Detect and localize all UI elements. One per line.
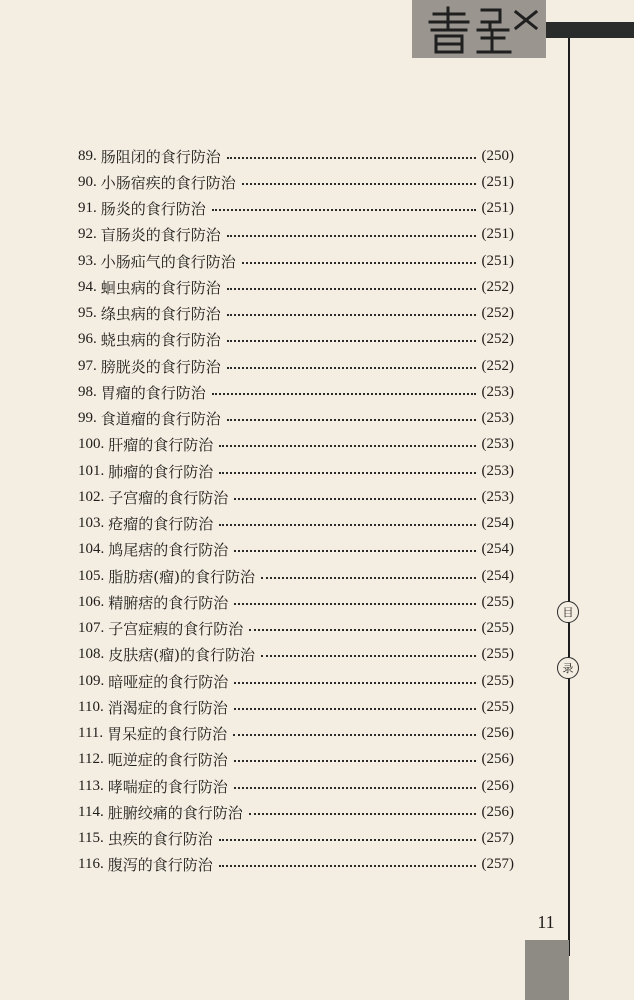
header-bar	[546, 22, 634, 38]
entry-number: 94.	[78, 278, 97, 295]
entry-title: 腹泻的食行防治	[107, 856, 213, 875]
entry-number: 99.	[78, 410, 97, 427]
entry-title: 小肠疝气的食行防治	[100, 252, 236, 271]
dot-leader	[234, 497, 475, 500]
dot-leader	[219, 444, 475, 447]
entry-number: 108.	[78, 646, 105, 663]
entry-page: (256)	[481, 725, 514, 742]
entry-number: 91.	[78, 200, 97, 217]
toc-entry	[78, 274, 514, 300]
header-logo	[412, 0, 546, 58]
entry-page: (252)	[481, 278, 514, 295]
dot-leader	[212, 392, 476, 395]
dot-leader	[234, 707, 476, 710]
toc-entry	[78, 511, 514, 537]
entry-page: (255)	[481, 672, 514, 689]
logo-glyph-icon	[412, 0, 546, 58]
dot-leader	[227, 339, 476, 342]
dot-leader	[234, 759, 476, 762]
entry-title: 胃瘤的食行防治	[100, 383, 206, 402]
footer-block	[525, 940, 569, 1000]
entry-number: 93.	[78, 252, 97, 269]
dot-leader	[234, 681, 475, 684]
entry-page: (257)	[481, 856, 514, 873]
toc-entry	[78, 484, 514, 510]
dot-leader	[219, 864, 476, 867]
toc-entry	[78, 852, 514, 878]
entry-number: 96.	[78, 331, 97, 348]
dot-leader	[242, 261, 476, 264]
dot-leader	[219, 523, 475, 526]
entry-number: 95.	[78, 305, 97, 322]
toc-entry	[78, 353, 514, 379]
entry-page: (253)	[481, 462, 514, 479]
entry-number: 92.	[78, 226, 97, 243]
entry-page: (254)	[481, 567, 514, 584]
entry-title: 暗哑症的食行防治	[108, 672, 229, 691]
entry-title: 鸠尾痞的食行防治	[108, 541, 229, 560]
entry-page: (253)	[481, 410, 514, 427]
dot-leader	[219, 838, 476, 841]
dot-leader	[219, 471, 475, 474]
entry-number: 109.	[78, 672, 105, 689]
dot-leader	[212, 208, 476, 211]
entry-title: 子宫症瘕的食行防治	[108, 620, 244, 639]
entry-title: 子宫瘤的食行防治	[108, 488, 229, 507]
entry-number: 116.	[78, 856, 104, 873]
entry-number: 101.	[78, 462, 105, 479]
entry-number: 115.	[78, 830, 104, 847]
entry-page: (255)	[481, 593, 514, 610]
entry-page: (250)	[481, 147, 514, 164]
entry-title: 肝瘤的食行防治	[108, 436, 214, 455]
toc-entry	[78, 668, 514, 694]
entry-title: 肠阻闭的食行防治	[100, 147, 221, 166]
page-number: 11	[537, 912, 555, 932]
dot-leader	[227, 234, 476, 237]
toc-entry	[78, 248, 514, 274]
entry-title: 绦虫病的食行防治	[100, 305, 221, 324]
entry-page: (251)	[481, 226, 514, 243]
entry-number: 98.	[78, 383, 97, 400]
entry-title: 小肠宿疾的食行防治	[100, 173, 236, 192]
dot-leader	[234, 549, 475, 552]
entry-title: 脏腑绞痛的食行防治	[107, 803, 243, 822]
entry-title: 食道瘤的食行防治	[100, 410, 221, 429]
entry-number: 106.	[78, 593, 105, 610]
toc-entry	[78, 589, 514, 615]
entry-number: 105.	[78, 567, 105, 584]
toc-entry	[78, 379, 514, 405]
entry-title: 疮瘤的食行防治	[108, 515, 214, 534]
entry-number: 111.	[78, 725, 104, 742]
entry-number: 97.	[78, 357, 97, 374]
entry-title: 脂肪痞(瘤)的食行防治	[108, 567, 255, 586]
entry-page: (254)	[481, 541, 514, 558]
entry-page: (253)	[481, 436, 514, 453]
dot-leader	[227, 287, 476, 290]
entry-page: (253)	[481, 488, 514, 505]
toc-entry	[78, 143, 514, 169]
dot-leader	[233, 733, 475, 736]
entry-title: 盲肠炎的食行防治	[100, 226, 221, 245]
toc-entry	[78, 537, 514, 563]
entry-number: 90.	[78, 173, 97, 190]
entry-page: (254)	[481, 515, 514, 532]
toc-entry	[78, 222, 514, 248]
dot-leader	[242, 182, 476, 185]
entry-title: 皮肤痞(瘤)的食行防治	[108, 646, 255, 665]
margin-rule	[568, 38, 570, 956]
entry-number: 113.	[78, 777, 104, 794]
toc-entry	[78, 406, 514, 432]
toc-entry	[78, 747, 514, 773]
side-tab-mu: 目	[557, 601, 579, 623]
entry-title: 呃逆症的食行防治	[107, 751, 228, 770]
toc-entry	[78, 432, 514, 458]
entry-title: 虫疾的食行防治	[107, 830, 213, 849]
entry-number: 112.	[78, 751, 104, 768]
table-of-contents	[78, 143, 514, 878]
toc-entry	[78, 327, 514, 353]
entry-page: (255)	[481, 646, 514, 663]
toc-entry	[78, 563, 514, 589]
entry-page: (251)	[481, 252, 514, 269]
toc-entry	[78, 169, 514, 195]
entry-page: (256)	[481, 751, 514, 768]
entry-title: 哮喘症的食行防治	[107, 777, 228, 796]
entry-title: 精腑痞的食行防治	[108, 593, 229, 612]
entry-number: 103.	[78, 515, 105, 532]
toc-entry	[78, 694, 514, 720]
dot-leader	[249, 812, 476, 815]
toc-entry	[78, 642, 514, 668]
dot-leader	[261, 654, 476, 657]
entry-title: 膀胱炎的食行防治	[100, 357, 221, 376]
dot-leader	[261, 576, 476, 579]
entry-title: 消渴症的食行防治	[107, 698, 228, 717]
entry-page: (256)	[481, 777, 514, 794]
toc-entry	[78, 826, 514, 852]
toc-entry	[78, 773, 514, 799]
entry-number: 114.	[78, 803, 104, 820]
entry-page: (257)	[481, 830, 514, 847]
entry-number: 102.	[78, 488, 105, 505]
entry-page: (256)	[481, 803, 514, 820]
entry-number: 107.	[78, 620, 105, 637]
entry-number: 100.	[78, 436, 105, 453]
toc-entry	[78, 458, 514, 484]
entry-page: (251)	[481, 200, 514, 217]
entry-number: 104.	[78, 541, 105, 558]
entry-title: 蛲虫病的食行防治	[100, 331, 221, 350]
toc-entry	[78, 301, 514, 327]
entry-page: (252)	[481, 357, 514, 374]
dot-leader	[227, 366, 476, 369]
toc-entry	[78, 196, 514, 222]
entry-page: (252)	[481, 331, 514, 348]
dot-leader	[234, 602, 475, 605]
toc-entry	[78, 721, 514, 747]
toc-entry	[78, 799, 514, 825]
entry-page: (253)	[481, 383, 514, 400]
dot-leader	[227, 418, 476, 421]
entry-title: 胃呆症的食行防治	[107, 725, 228, 744]
dot-leader	[227, 313, 476, 316]
entry-title: 肠炎的食行防治	[100, 200, 206, 219]
entry-page: (255)	[481, 698, 514, 715]
dot-leader	[227, 156, 476, 159]
dot-leader	[234, 786, 476, 789]
toc-entry	[78, 616, 514, 642]
entry-title: 肺瘤的食行防治	[108, 462, 214, 481]
side-tab-lu: 录	[557, 657, 579, 679]
entry-page: (252)	[481, 305, 514, 322]
dot-leader	[249, 628, 475, 631]
entry-title: 蛔虫病的食行防治	[100, 278, 221, 297]
entry-number: 89.	[78, 147, 97, 164]
entry-number: 110.	[78, 698, 104, 715]
entry-page: (255)	[481, 620, 514, 637]
entry-page: (251)	[481, 173, 514, 190]
